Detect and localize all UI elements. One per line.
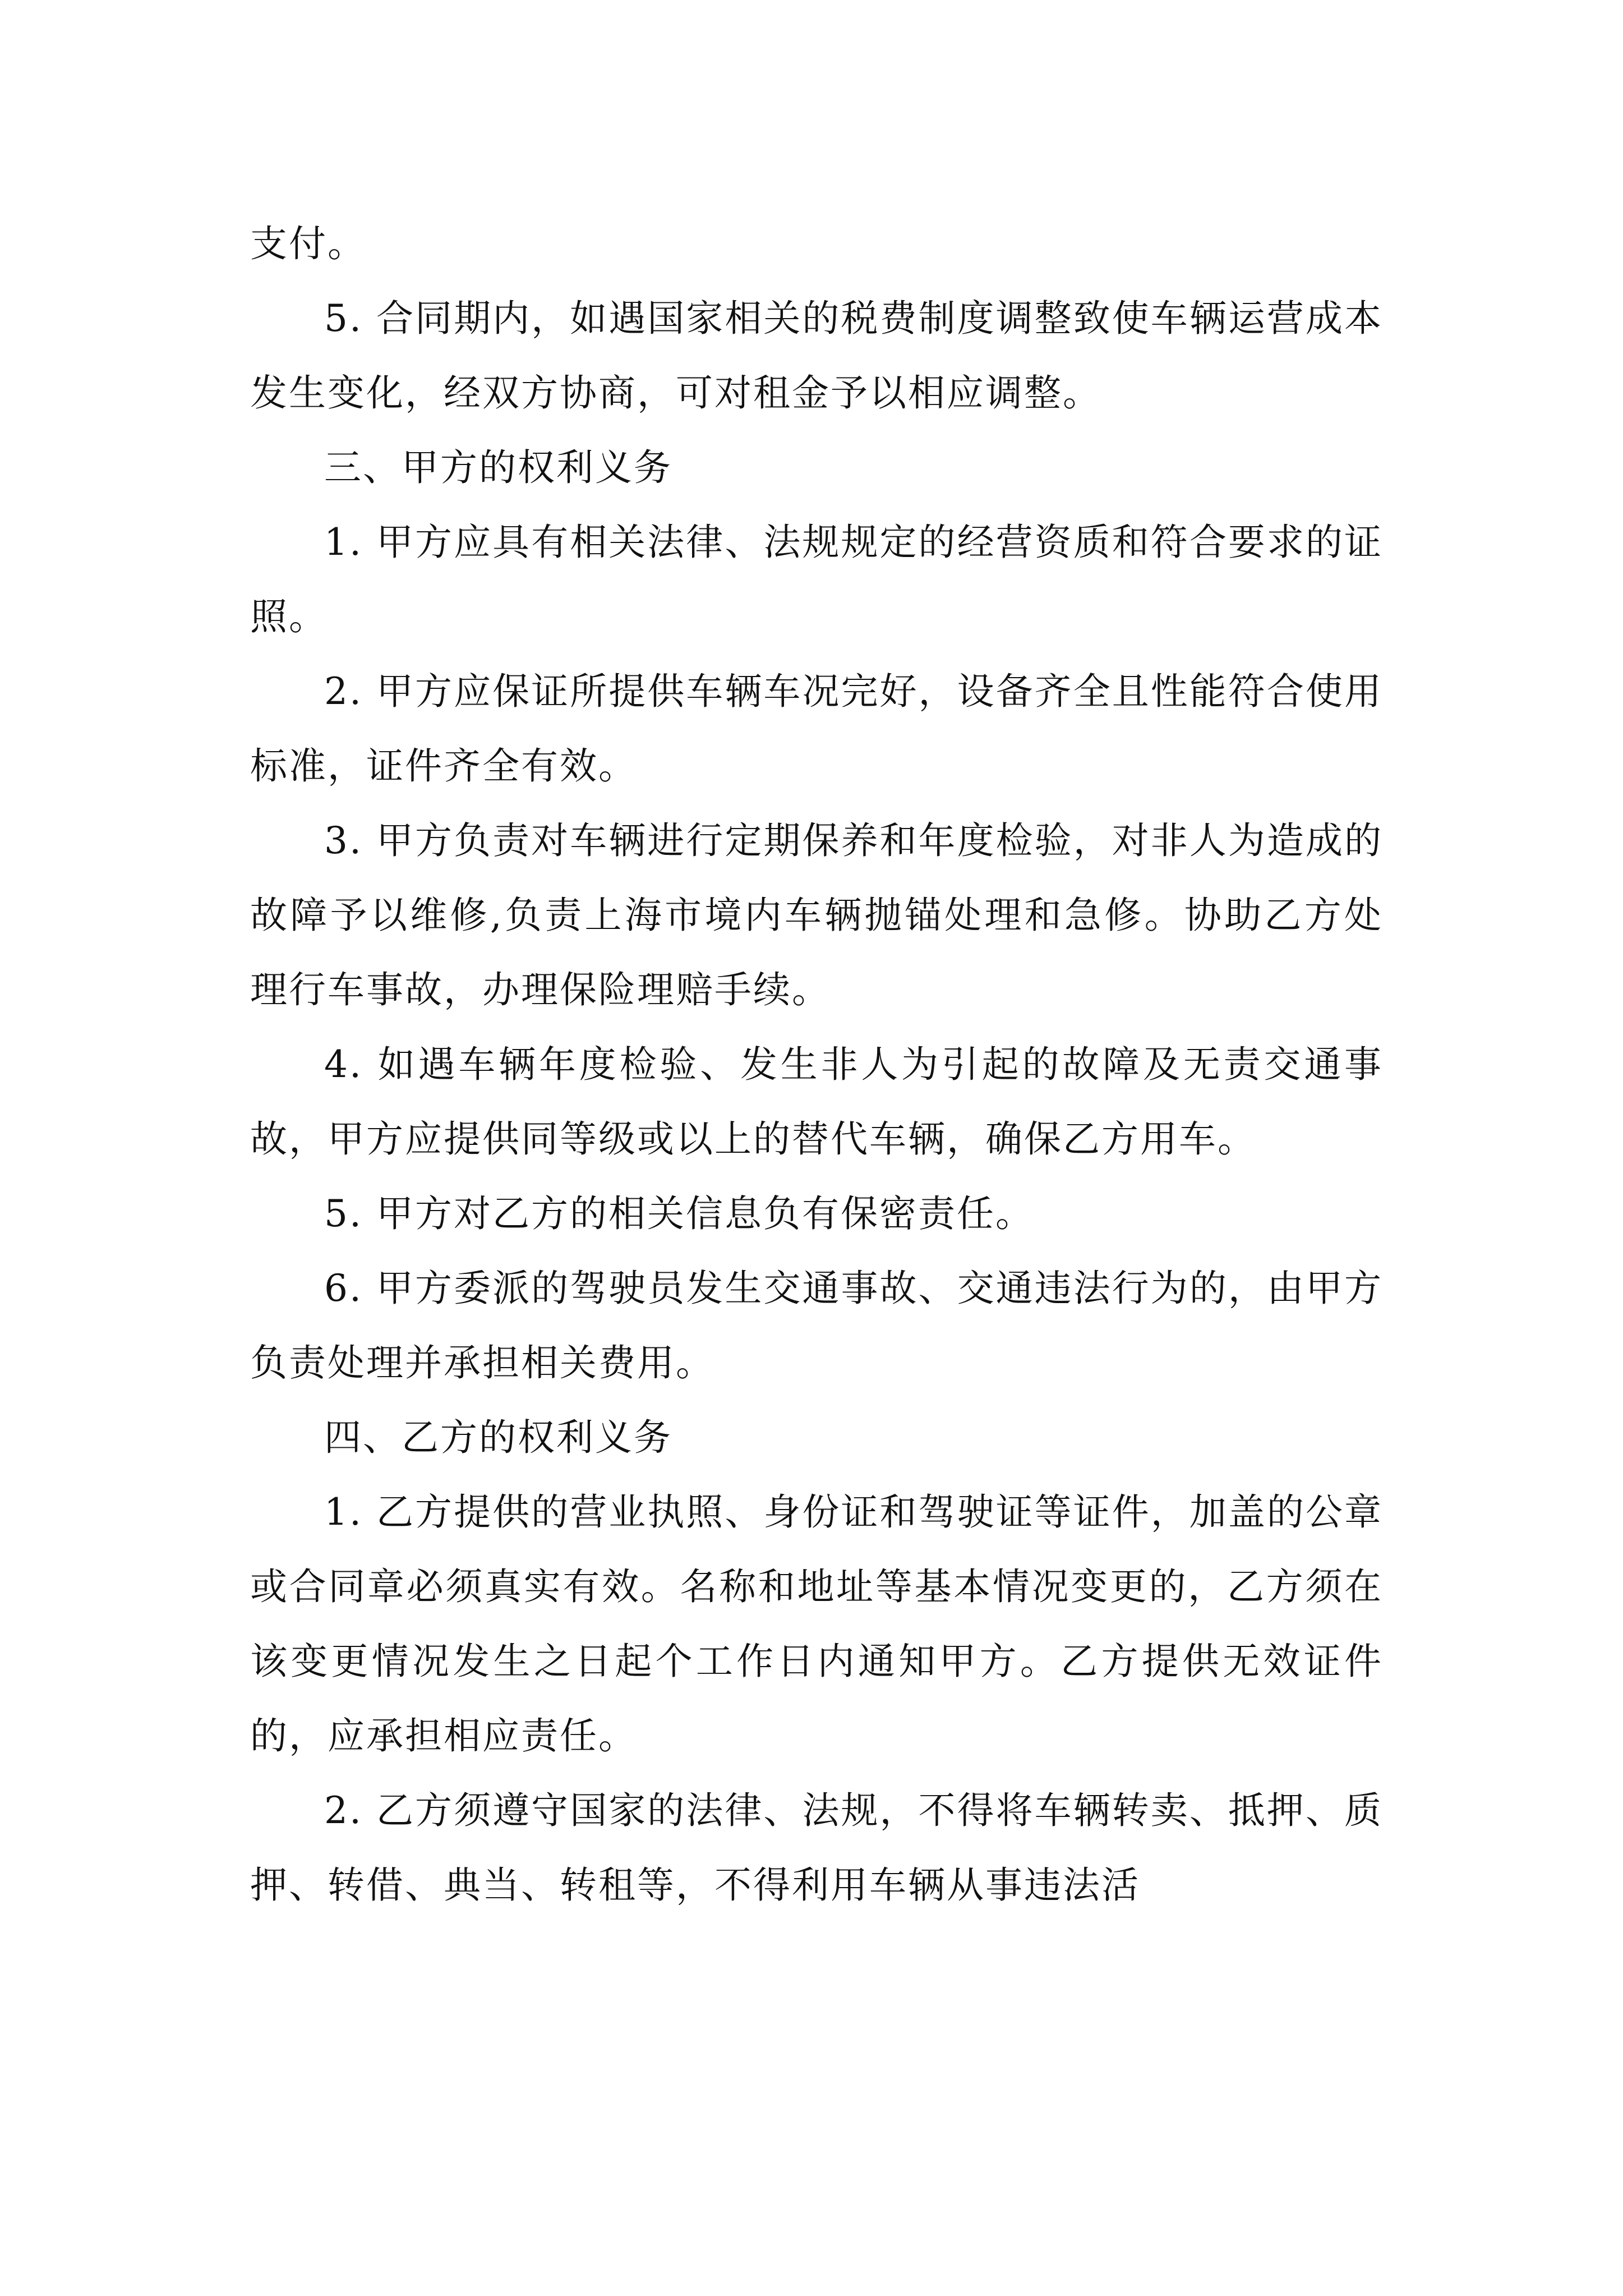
paragraph-clause-3-6: 6. 甲方委派的驾驶员发生交通事故、交通违法行为的，由甲方负责处理并承担相关费用。 (250, 1267, 1383, 1384)
paragraph-clause-3-1: 1. 甲方应具有相关法律、法规规定的经营资质和符合要求的证照。 (250, 521, 1383, 638)
paragraph-clause-3-5: 5. 甲方对乙方的相关信息负有保密责任。 (324, 1192, 1034, 1235)
paragraph-clause-4-1: 1. 乙方提供的营业执照、身份证和驾驶证等证件，加盖的公章或合同章必须真实有效。名称和地址等基本情况变更的，乙方须在该变更情况发生之日起个工作日内通知甲方。乙方提供无效证件的，应承担相应责任。 (250, 1490, 1383, 1757)
paragraph-clause-4-2: 2. 乙方须遵守国家的法律、法规，不得将车辆转卖、抵押、质押、转借、典当、转租等，不得利用车辆从事违法活 (250, 1789, 1383, 1907)
paragraph-clause-3-3: 3. 甲方负责对车辆进行定期保养和年度检验，对非人为造成的故障予以维修,负责上海市境内车辆抛锚处理和急修。协助乙方处理行车事故，办理保险理赔手续。 (250, 819, 1383, 1011)
paragraph-clause-3-4: 4. 如遇车辆年度检验、发生非人为引起的故障及无责交通事故，甲方应提供同等级或以上的替代车辆，确保乙方用车。 (250, 1043, 1383, 1161)
paragraph-continuation: 支付。 (250, 222, 366, 265)
section-heading-3: 三、甲方的权利义务 (324, 446, 672, 489)
paragraph-clause-3-2: 2. 甲方应保证所提供车辆车况完好，设备齐全且性能符合使用标准，证件齐全有效。 (250, 670, 1383, 788)
section-heading-4: 四、乙方的权利义务 (324, 1416, 672, 1459)
document-body (250, 206, 1383, 1922)
paragraph-clause-2-5: 5. 合同期内，如遇国家相关的税费制度调整致使车辆运营成本发生变化，经双方协商，可对租金予以相应调整。 (250, 297, 1383, 415)
